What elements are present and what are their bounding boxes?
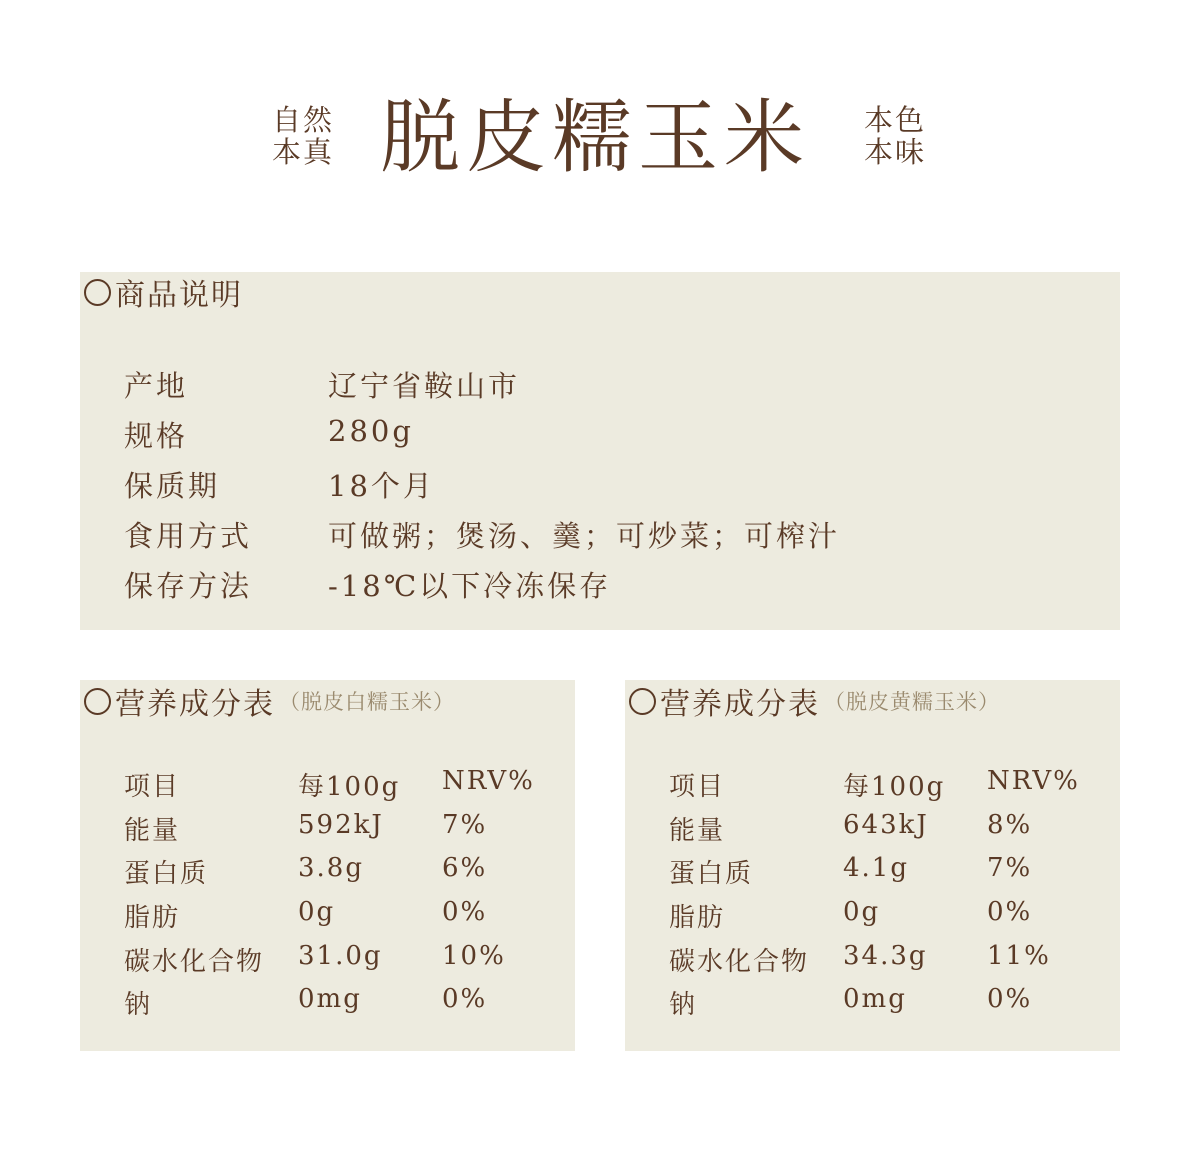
page-header bbox=[0, 90, 1200, 190]
nutrient-name: 脂肪 bbox=[669, 903, 726, 933]
left-tagline-line-1: 自然 bbox=[272, 103, 335, 137]
left-tagline bbox=[272, 104, 334, 168]
nutrient-amount: 0mg bbox=[843, 984, 907, 1014]
nutrient-name: 碳水化合物 bbox=[669, 947, 810, 977]
nutrition-subtitle: （脱皮黄糯玉米） bbox=[824, 690, 1000, 714]
info-value: 18个月 bbox=[328, 469, 435, 503]
product-info-title: 商品说明 bbox=[115, 278, 243, 313]
col-header-nrv: NRV% bbox=[987, 766, 1080, 796]
nutrient-name: 脂肪 bbox=[124, 903, 181, 933]
nutrition-panel-white-corn bbox=[80, 680, 575, 1051]
right-tagline bbox=[864, 104, 926, 168]
nutrient-nrv: 7% bbox=[442, 810, 488, 840]
nutrient-name: 蛋白质 bbox=[124, 859, 209, 889]
info-value: -18℃以下冷冻保存 bbox=[328, 569, 612, 603]
info-value: 辽宁省鞍山市 bbox=[328, 369, 521, 403]
nutrient-name: 能量 bbox=[669, 816, 726, 846]
nutrient-name: 能量 bbox=[124, 816, 181, 846]
nutrient-nrv: 7% bbox=[987, 853, 1033, 883]
nutrition-heading bbox=[84, 682, 455, 720]
nutrient-nrv: 0% bbox=[987, 984, 1033, 1014]
col-header-per-100g: 每100g bbox=[843, 772, 946, 802]
nutrient-amount: 0g bbox=[298, 897, 336, 927]
circle-bullet-icon bbox=[84, 279, 111, 306]
info-label: 保质期 bbox=[124, 469, 221, 503]
nutrient-amount: 0g bbox=[843, 897, 881, 927]
info-label: 产地 bbox=[124, 369, 189, 403]
circle-bullet-icon bbox=[84, 688, 111, 715]
circle-bullet-icon bbox=[629, 688, 656, 715]
nutrient-nrv: 0% bbox=[987, 897, 1033, 927]
nutrient-amount: 0mg bbox=[298, 984, 362, 1014]
col-header-item: 项目 bbox=[124, 772, 181, 802]
info-value: 280g bbox=[328, 414, 414, 448]
nutrient-name: 钠 bbox=[124, 990, 153, 1020]
nutrient-amount: 31.0g bbox=[298, 941, 383, 971]
info-label: 食用方式 bbox=[124, 519, 253, 553]
left-tagline-line-2: 本真 bbox=[272, 135, 335, 169]
nutrient-nrv: 8% bbox=[987, 810, 1033, 840]
nutrient-name: 碳水化合物 bbox=[124, 947, 265, 977]
nutrient-amount: 34.3g bbox=[843, 941, 928, 971]
nutrition-subtitle: （脱皮白糯玉米） bbox=[279, 690, 455, 714]
right-tagline-line-1: 本色 bbox=[864, 103, 927, 137]
nutrient-nrv: 10% bbox=[442, 941, 506, 971]
nutrient-amount: 643kJ bbox=[843, 810, 929, 840]
nutrient-nrv: 0% bbox=[442, 897, 488, 927]
col-header-item: 项目 bbox=[669, 772, 726, 802]
col-header-nrv: NRV% bbox=[442, 766, 535, 796]
nutrition-heading bbox=[629, 682, 1000, 720]
nutrient-amount: 3.8g bbox=[298, 853, 364, 883]
nutrient-name: 蛋白质 bbox=[669, 859, 754, 889]
info-value: 可做粥；煲汤、羹；可炒菜；可榨汁 bbox=[328, 519, 841, 553]
nutrient-name: 钠 bbox=[669, 990, 698, 1020]
product-info-panel bbox=[80, 272, 1120, 630]
product-info-heading bbox=[84, 272, 243, 312]
nutrient-nrv: 6% bbox=[442, 853, 488, 883]
col-header-per-100g: 每100g bbox=[298, 772, 401, 802]
info-label: 规格 bbox=[124, 419, 189, 453]
nutrient-amount: 592kJ bbox=[298, 810, 384, 840]
nutrient-nrv: 11% bbox=[987, 941, 1051, 971]
nutrient-nrv: 0% bbox=[442, 984, 488, 1014]
nutrition-title: 营养成分表 bbox=[115, 687, 275, 722]
nutrient-amount: 4.1g bbox=[843, 853, 909, 883]
product-title: 脱皮糯玉米 bbox=[380, 91, 810, 184]
nutrition-title: 营养成分表 bbox=[660, 687, 820, 722]
nutrition-panel-yellow-corn bbox=[625, 680, 1120, 1051]
info-label: 保存方法 bbox=[124, 569, 253, 603]
right-tagline-line-2: 本味 bbox=[864, 135, 927, 169]
